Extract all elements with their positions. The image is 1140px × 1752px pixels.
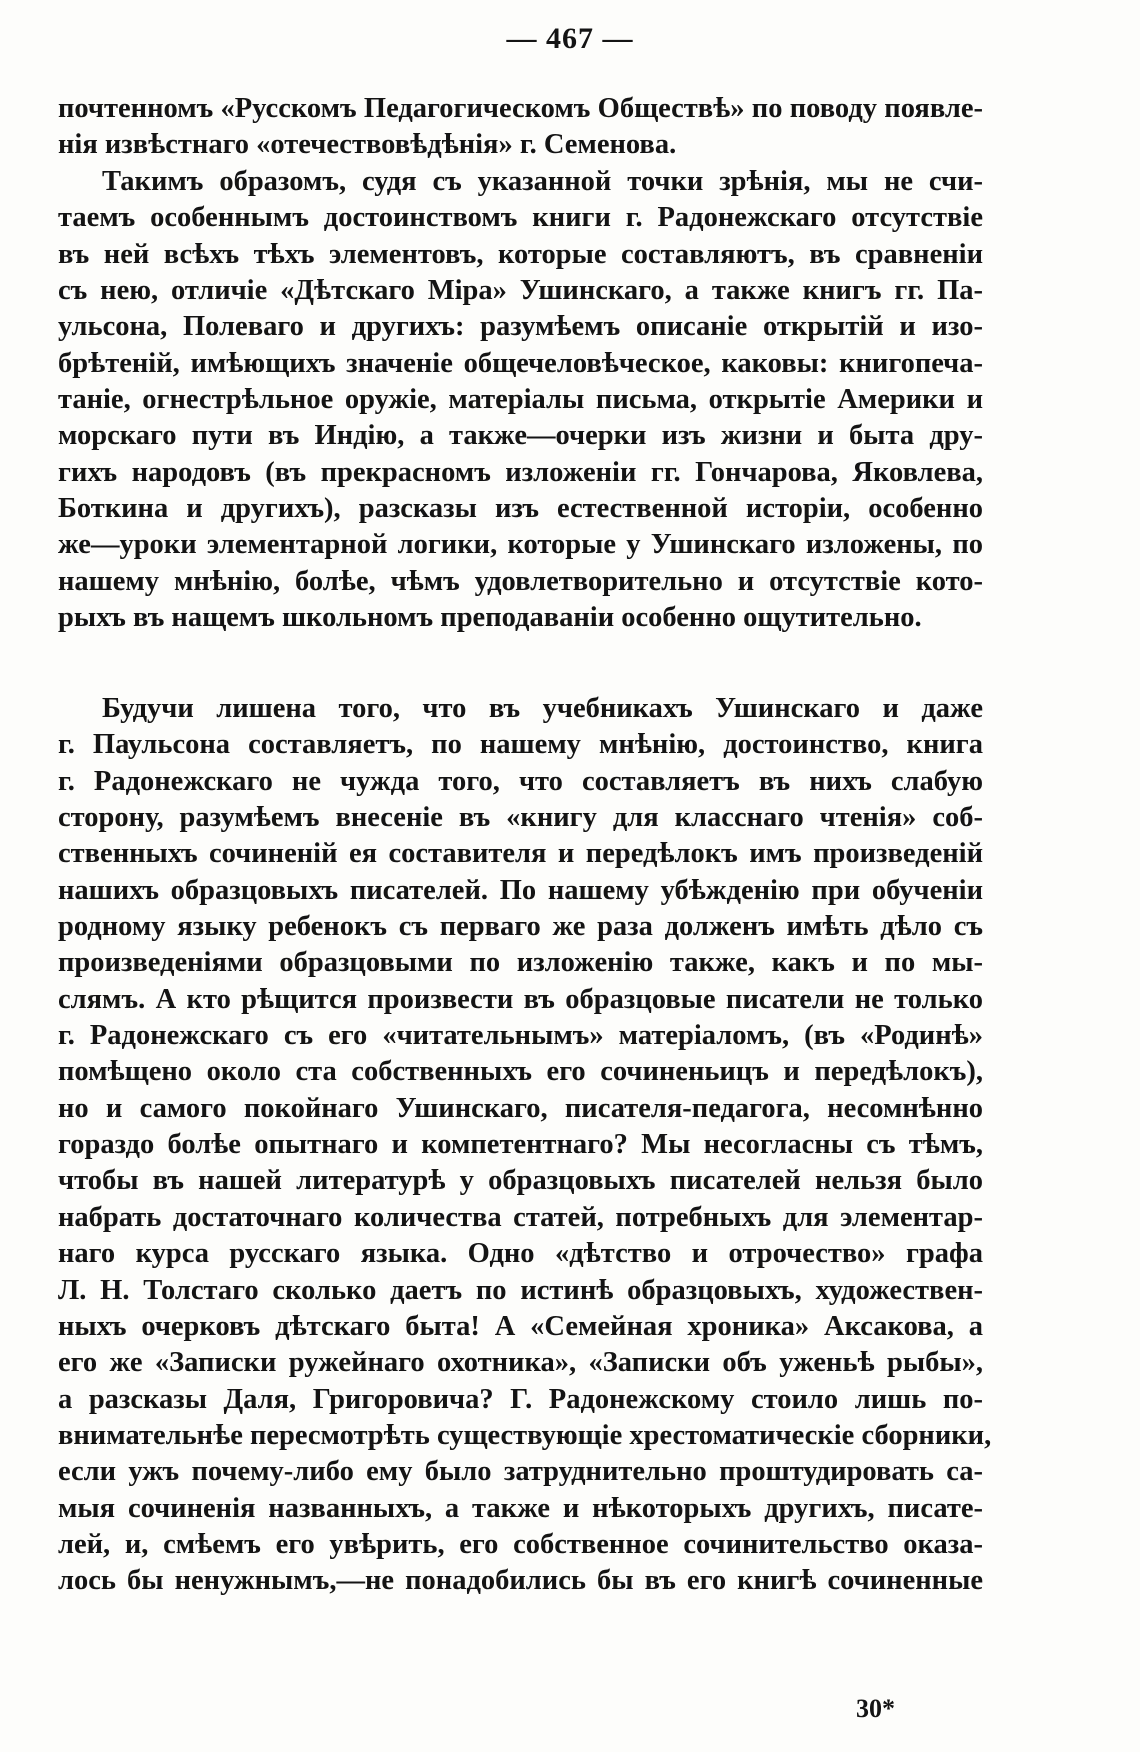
text-line: рыхъ въ нащемъ школьномъ преподаваніи особенно ощутительно. (58, 602, 922, 634)
text-line: наго курса русскаго языка. Одно «дѣтство и отрочество» графа (58, 1238, 983, 1270)
text-line: г. Паульсона составляетъ, по нашему мнѣнію, достоинство, книга (58, 729, 983, 761)
text-line: брѣтеній, имѣющихъ значеніе общечеловѣческое, каковы: книгопеча- (58, 347, 983, 379)
paragraph-2 (58, 691, 992, 1600)
text-line: внимательнѣе пересмотрѣть существующіе хрестоматическіе сборники, (58, 1419, 992, 1451)
paragraph-1 (58, 164, 983, 636)
text-line: ныхъ очерковъ дѣтскаго быта! А «Семейная хроника» Аксакова, а (58, 1310, 983, 1342)
text-line: нашихъ образцовыхъ писателей. По нашему убѣжденію при обученіи (58, 874, 983, 906)
text-line: Такимъ образомъ, судя съ указанной точки зрѣнія, мы не счи- (102, 166, 983, 197)
text-line: чтобы въ нашей литературѣ у образцовыхъ писателей нельзя было (58, 1165, 983, 1197)
text-line: гораздо болѣе опытнаго и компетентнаго? Мы несогласны съ тѣмъ, (58, 1129, 983, 1161)
text-line: нія извѣстнаго «отечествовѣдѣнія» г. Семенова. (58, 129, 677, 161)
text-line: его же «Записки ружейнаго охотника», «Записки объ уженьѣ рыбы», (58, 1347, 983, 1379)
text-line: но и самого покойнаго Ушинскаго, писателя-педагога, несомнѣнно (58, 1092, 983, 1124)
text-line: съ нею, отличіе «Дѣтскаго Міра» Ушинскаго, а также книгъ гг. Па- (58, 275, 983, 307)
text-line: ственныхъ сочиненій ея составителя и передѣлокъ имъ произведеній (58, 838, 983, 870)
text-line: лей, и, смѣемъ его увѣрить, его собственное сочинительство оказа- (58, 1528, 983, 1560)
text-line: г. Радонежскаго съ его «читательнымъ» матеріаломъ, (въ «Родинѣ» (58, 1020, 983, 1052)
text-line: таемъ особеннымъ достоинствомъ книги г. Радонежскаго отсутствіе (58, 202, 983, 234)
text-line: Л. Н. Толстаго сколько даетъ по истинѣ образцовыхъ, художествен- (58, 1274, 983, 1306)
text-line: Боткина и другихъ), разсказы изъ естественной исторіи, особенно (58, 493, 983, 525)
page-number: — 467 — (506, 22, 634, 55)
text-line: мыя сочиненія названныхъ, а также и нѣкоторыхъ другихъ, писате- (58, 1492, 983, 1524)
text-line: ульсона, Полеваго и другихъ: разумѣемъ описаніе открытій и изо- (58, 311, 983, 343)
text-line: набрать достаточнаго количества статей, потребныхъ для элементар- (58, 1201, 983, 1233)
text-line: родному языку ребенокъ съ перваго же раза долженъ имѣть дѣло съ (58, 911, 983, 943)
text-line: почтенномъ «Русскомъ Педагогическомъ Обществѣ» по поводу появле- (58, 93, 983, 124)
text-line: нашему мнѣнію, болѣе, чѣмъ удовлетворительно и отсутствіе кото- (58, 565, 983, 597)
text-line: а разсказы Даля, Григоровича? Г. Радонежскому стоило лишь по- (58, 1383, 983, 1415)
text-line: произведеніями образцовыми по изложенію также, какъ и по мы- (58, 947, 983, 979)
text-line: гихъ народовъ (въ прекрасномъ изложеніи гг. Гончарова, Яковлева, (58, 456, 983, 488)
printer-signature-mark: 30* (856, 1694, 895, 1723)
text-line: таніе, огнестрѣльное оружіе, матеріалы письма, открытіе Америки и (58, 384, 983, 416)
text-line: же—уроки элементарной логики, которые у Ушинскаго изложены, по (58, 529, 983, 561)
paragraph-continuation (58, 91, 983, 164)
text-line: если ужъ почему-либо ему было затруднительно проштудировать са- (58, 1456, 983, 1488)
text-line: г. Радонежскаго не чужда того, что составляетъ въ нихъ слабую (58, 765, 983, 797)
text-line: сторону, разумѣемъ внесеніе въ «книгу для класснаго чтенія» соб- (58, 802, 983, 834)
text-line: Будучи лишена того, что въ учебникахъ Ушинскаго и даже (102, 693, 983, 724)
text-line: въ ней всѣхъ тѣхъ элементовъ, которые составляютъ, въ сравненіи (58, 238, 983, 270)
text-line: морскаго пути въ Индію, а также—очерки изъ жизни и быта дру- (58, 420, 983, 452)
text-line: помѣщено около ста собственныхъ его сочиненьицъ и передѣлокъ), (58, 1056, 983, 1088)
text-line: лось бы ненужнымъ,—не понадобились бы въ его книгѣ сочиненные (58, 1565, 983, 1597)
text-line: слямъ. А кто рѣщится произвести въ образцовые писатели не только (58, 983, 983, 1015)
